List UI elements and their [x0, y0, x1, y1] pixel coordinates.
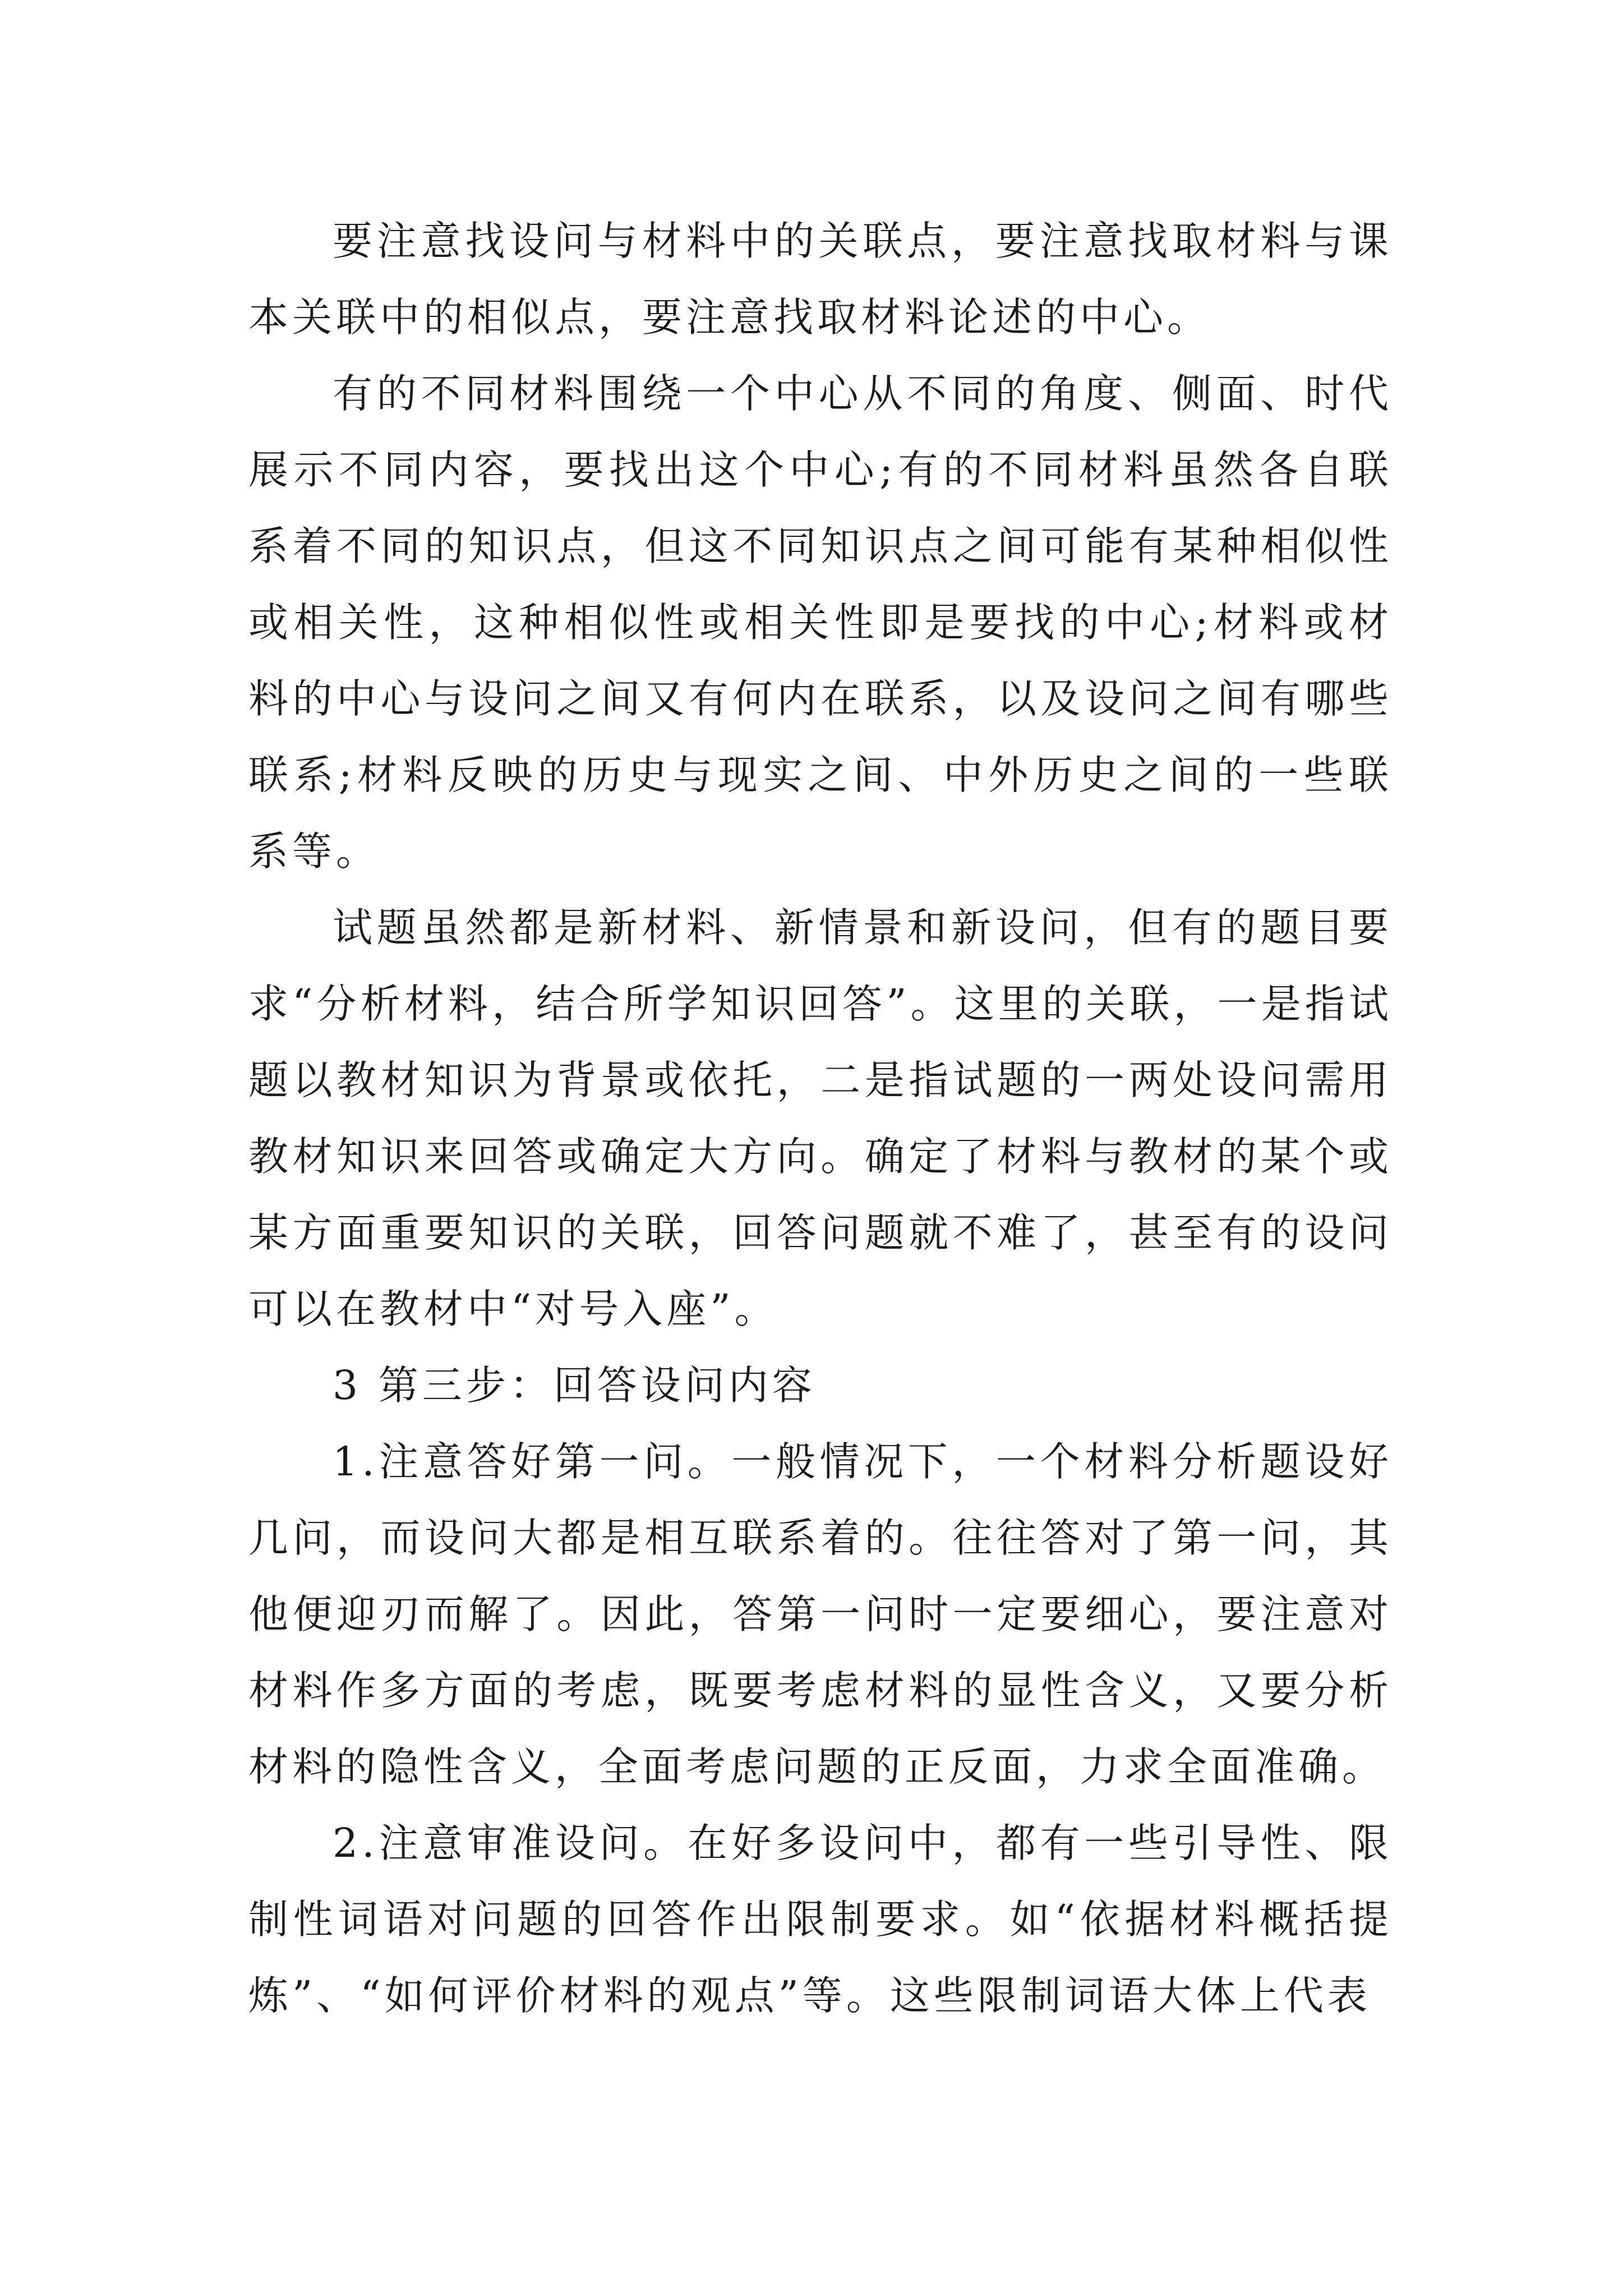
paragraph-1: 要注意找设问与材料中的关联点，要注意找取材料与课本关联中的相似点，要注意找取材料论述的中心。: [248, 218, 1393, 341]
document-body: [248, 203, 1393, 2034]
section-heading-step-3: 3 第三步：回答设问内容: [333, 1362, 816, 1409]
paragraph-point-1: 1.注意答好第一问。一般情况下，一个材料分析题设好几问，而设问大都是相互联系着的。往往答对了第一问，其他便迎刃而解了。因此，答第一问时一定要细心，要注意对材料作多方面的考虑，既要考虑材料的显性含义，又要分析材料的隐性含义，全面考虑问题的正反面，力求全面准确。: [248, 1438, 1393, 1790]
paragraph-3: 试题虽然都是新材料、新情景和新设问，但有的题目要求“分析材料，结合所学知识回答”。这里的关联，一是指试题以教材知识为背景或依托，二是指试题的一两处设问需用教材知识来回答或确定大方向。确定了材料与教材的某个或某方面重要知识的关联，回答问题就不难了，甚至有的设问可以在教材中“对号入座”。: [248, 904, 1393, 1332]
paragraph-2: 有的不同材料围绕一个中心从不同的角度、侧面、时代展示不同内容，要找出这个中心;有的不同材料虽然各自联系着不同的知识点，但这不同知识点之间可能有某种相似性或相关性，这种相似性或相关性即是要找的中心;材料或材料的中心与设问之间又有何内在联系，以及设问之间有哪些联系;材料反映的历史与现实之间、中外历史之间的一些联系等。: [248, 370, 1393, 875]
paragraph-point-2: 2.注意审准设问。在好多设问中，都有一些引导性、限制性词语对问题的回答作出限制要求。如“依据材料概括提炼”、“如何评价材料的观点”等。这些限制词语大体上代表: [248, 1820, 1393, 2019]
